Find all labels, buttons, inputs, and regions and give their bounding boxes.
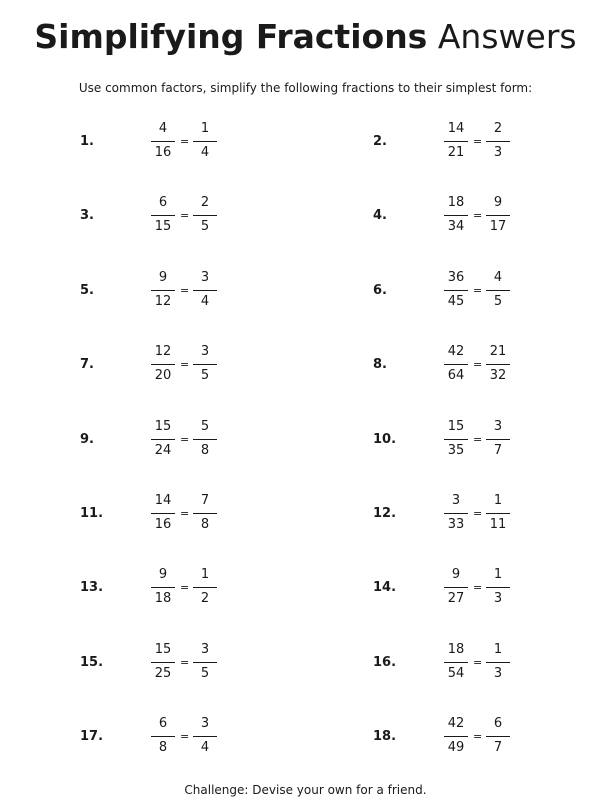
answer-denominator: 7 (493, 443, 503, 458)
question-fraction (444, 712, 468, 762)
equals-sign: = (180, 284, 190, 297)
equals-sign: = (473, 209, 483, 222)
answer-fraction (193, 117, 217, 167)
equals-sign: = (473, 135, 483, 148)
page-title-bold: Simplifying Fractions (34, 17, 428, 56)
fraction-bar (444, 215, 468, 216)
fraction-bar (193, 364, 217, 365)
page-title-light: Answers (437, 17, 577, 56)
question-numerator: 36 (447, 270, 465, 285)
fraction-bar (486, 215, 510, 216)
answer-denominator: 4 (200, 294, 210, 309)
answer-denominator: 3 (493, 591, 503, 606)
problem-item (373, 489, 611, 539)
question-numerator: 9 (158, 567, 168, 582)
problem-number: 6. (373, 283, 387, 298)
answer-fraction (486, 712, 510, 762)
challenge-text: Challenge: Devise your own for a friend. (184, 783, 427, 797)
problem-number: 8. (373, 357, 387, 372)
fraction-bar (486, 587, 510, 588)
answer-fraction (486, 266, 510, 316)
question-fraction (151, 191, 175, 241)
question-numerator: 6 (158, 716, 168, 731)
answer-denominator: 5 (493, 294, 503, 309)
equals-sign: = (180, 209, 190, 222)
problem-number: 10. (373, 432, 397, 447)
answer-numerator: 7 (200, 493, 210, 508)
question-denominator: 16 (154, 517, 172, 532)
question-denominator: 20 (154, 368, 172, 383)
answer-numerator: 1 (200, 121, 210, 136)
page-title (0, 16, 611, 58)
answer-denominator: 5 (200, 219, 210, 234)
fraction-bar (151, 736, 175, 737)
problem-item (373, 415, 611, 465)
answer-fraction (193, 638, 217, 688)
fraction-bar (193, 215, 217, 216)
fraction-bar (444, 439, 468, 440)
question-denominator: 27 (447, 591, 465, 606)
fraction-bar (486, 662, 510, 663)
problem-item (80, 489, 330, 539)
problem-item (373, 563, 611, 613)
fraction-bar (151, 215, 175, 216)
answer-denominator: 3 (493, 666, 503, 681)
fraction-bar (444, 364, 468, 365)
instructions: Use common factors, simplify the following fractions to their simplest form: (78, 81, 533, 95)
equals-sign: = (180, 656, 190, 669)
question-denominator: 45 (447, 294, 465, 309)
fraction-bar (444, 141, 468, 142)
problem-item (80, 415, 330, 465)
fraction-bar (486, 141, 510, 142)
question-numerator: 42 (447, 716, 465, 731)
answer-denominator: 2 (200, 591, 210, 606)
answer-numerator: 2 (493, 121, 503, 136)
problem-item (373, 340, 611, 390)
question-numerator: 18 (447, 195, 465, 210)
fraction-bar (444, 513, 468, 514)
answer-fraction (193, 340, 217, 390)
fraction-bar (151, 662, 175, 663)
fraction-bar (486, 513, 510, 514)
equals-sign: = (473, 730, 483, 743)
answer-numerator: 1 (493, 567, 503, 582)
fraction-bar (444, 736, 468, 737)
fraction-bar (151, 439, 175, 440)
question-denominator: 54 (447, 666, 465, 681)
question-fraction (444, 191, 468, 241)
answer-numerator: 2 (200, 195, 210, 210)
question-fraction (444, 117, 468, 167)
equals-sign: = (473, 284, 483, 297)
answer-numerator: 6 (493, 716, 503, 731)
problem-item (373, 712, 611, 762)
question-numerator: 15 (154, 642, 172, 657)
question-numerator: 3 (451, 493, 461, 508)
equals-sign: = (473, 581, 483, 594)
question-fraction (151, 712, 175, 762)
answer-numerator: 3 (200, 716, 210, 731)
question-fraction (444, 340, 468, 390)
answer-fraction (486, 638, 510, 688)
question-numerator: 15 (447, 419, 465, 434)
question-fraction (444, 638, 468, 688)
problem-item (80, 563, 330, 613)
answer-denominator: 3 (493, 145, 503, 160)
problem-item (80, 117, 330, 167)
fraction-bar (193, 587, 217, 588)
problem-number: 4. (373, 208, 387, 223)
answer-denominator: 4 (200, 145, 210, 160)
question-fraction (444, 489, 468, 539)
question-denominator: 25 (154, 666, 172, 681)
fraction-bar (193, 290, 217, 291)
answer-fraction (193, 415, 217, 465)
problem-item (80, 712, 330, 762)
question-numerator: 15 (154, 419, 172, 434)
question-fraction (151, 266, 175, 316)
problem-item (373, 191, 611, 241)
equals-sign: = (180, 730, 190, 743)
answer-denominator: 8 (200, 443, 210, 458)
question-numerator: 6 (158, 195, 168, 210)
question-denominator: 33 (447, 517, 465, 532)
answer-numerator: 3 (200, 344, 210, 359)
fraction-bar (193, 513, 217, 514)
question-numerator: 18 (447, 642, 465, 657)
fraction-bar (193, 439, 217, 440)
answer-fraction (486, 117, 510, 167)
question-fraction (151, 117, 175, 167)
answer-fraction (193, 489, 217, 539)
fraction-bar (151, 587, 175, 588)
question-fraction (444, 266, 468, 316)
question-fraction (151, 340, 175, 390)
problem-number: 2. (373, 134, 387, 149)
answer-fraction (486, 489, 510, 539)
problem-number: 5. (80, 283, 94, 298)
problem-number: 7. (80, 357, 94, 372)
problem-number: 16. (373, 655, 397, 670)
problem-number: 17. (80, 729, 104, 744)
question-numerator: 9 (451, 567, 461, 582)
question-fraction (151, 489, 175, 539)
answer-denominator: 4 (200, 740, 210, 755)
question-denominator: 24 (154, 443, 172, 458)
problem-item (373, 266, 611, 316)
equals-sign: = (180, 433, 190, 446)
answer-numerator: 3 (493, 419, 503, 434)
answer-numerator: 1 (200, 567, 210, 582)
equals-sign: = (473, 358, 483, 371)
answer-numerator: 3 (200, 642, 210, 657)
problem-number: 18. (373, 729, 397, 744)
problem-number: 13. (80, 580, 104, 595)
answer-fraction (486, 340, 510, 390)
answer-fraction (486, 563, 510, 613)
answer-numerator: 1 (493, 642, 503, 657)
answer-denominator: 32 (489, 368, 507, 383)
question-denominator: 15 (154, 219, 172, 234)
fraction-bar (151, 364, 175, 365)
equals-sign: = (180, 507, 190, 520)
question-numerator: 4 (158, 121, 168, 136)
question-fraction (151, 563, 175, 613)
equals-sign: = (180, 135, 190, 148)
answer-denominator: 7 (493, 740, 503, 755)
answer-numerator: 9 (493, 195, 503, 210)
answer-fraction (193, 191, 217, 241)
answer-denominator: 5 (200, 666, 210, 681)
fraction-bar (444, 587, 468, 588)
answer-denominator: 8 (200, 517, 210, 532)
problem-number: 9. (80, 432, 94, 447)
answer-numerator: 3 (200, 270, 210, 285)
fraction-bar (444, 662, 468, 663)
question-denominator: 49 (447, 740, 465, 755)
answer-fraction (486, 415, 510, 465)
question-numerator: 42 (447, 344, 465, 359)
problem-item (80, 266, 330, 316)
answer-fraction (193, 563, 217, 613)
fraction-bar (486, 439, 510, 440)
fraction-bar (486, 364, 510, 365)
question-numerator: 9 (158, 270, 168, 285)
equals-sign: = (180, 581, 190, 594)
question-denominator: 18 (154, 591, 172, 606)
answer-denominator: 17 (489, 219, 507, 234)
question-denominator: 21 (447, 145, 465, 160)
problem-number: 1. (80, 134, 94, 149)
fraction-bar (193, 736, 217, 737)
answer-numerator: 5 (200, 419, 210, 434)
fraction-bar (486, 736, 510, 737)
question-denominator: 35 (447, 443, 465, 458)
equals-sign: = (180, 358, 190, 371)
problem-item (80, 340, 330, 390)
answer-numerator: 21 (489, 344, 507, 359)
fraction-bar (151, 290, 175, 291)
question-numerator: 12 (154, 344, 172, 359)
problem-number: 11. (80, 506, 104, 521)
problem-number: 3. (80, 208, 94, 223)
question-fraction (151, 415, 175, 465)
problem-number: 12. (373, 506, 397, 521)
answer-denominator: 5 (200, 368, 210, 383)
answer-numerator: 1 (493, 493, 503, 508)
answer-denominator: 11 (489, 517, 507, 532)
fraction-bar (151, 141, 175, 142)
question-denominator: 16 (154, 145, 172, 160)
question-denominator: 64 (447, 368, 465, 383)
fraction-bar (193, 141, 217, 142)
fraction-bar (486, 290, 510, 291)
question-numerator: 14 (447, 121, 465, 136)
equals-sign: = (473, 656, 483, 669)
question-denominator: 12 (154, 294, 172, 309)
answer-fraction (193, 266, 217, 316)
answer-numerator: 4 (493, 270, 503, 285)
answer-fraction (486, 191, 510, 241)
question-fraction (151, 638, 175, 688)
question-denominator: 8 (158, 740, 168, 755)
problem-number: 15. (80, 655, 104, 670)
equals-sign: = (473, 507, 483, 520)
question-numerator: 14 (154, 493, 172, 508)
question-denominator: 34 (447, 219, 465, 234)
equals-sign: = (473, 433, 483, 446)
question-fraction (444, 415, 468, 465)
problem-item (373, 638, 611, 688)
problem-item (80, 191, 330, 241)
problem-item (373, 117, 611, 167)
fraction-bar (193, 662, 217, 663)
fraction-bar (151, 513, 175, 514)
fraction-bar (444, 290, 468, 291)
problem-number: 14. (373, 580, 397, 595)
problem-item (80, 638, 330, 688)
question-fraction (444, 563, 468, 613)
answer-fraction (193, 712, 217, 762)
